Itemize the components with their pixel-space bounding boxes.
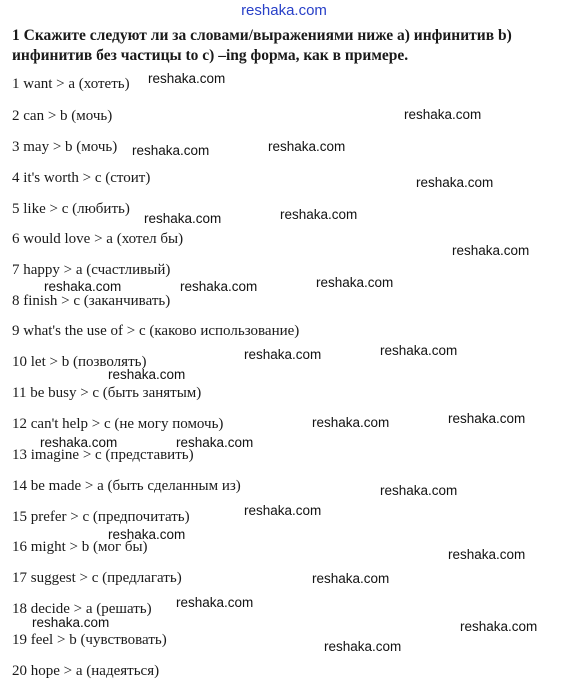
watermark: reshaka.com (144, 211, 222, 226)
watermark: reshaka.com (280, 207, 358, 222)
watermark: reshaka.com (268, 139, 346, 154)
list-item: 1 want > a (хотеть) (12, 76, 130, 92)
list-item: 19 feel > b (чувствовать) (12, 632, 167, 648)
watermark: reshaka.com (108, 527, 186, 542)
list-item: 6 would love > a (хотел бы) (12, 231, 184, 247)
watermark: reshaka.com (132, 143, 210, 158)
list-item: 8 finish > c (заканчивать) (12, 293, 171, 309)
watermark: reshaka.com (176, 595, 254, 610)
list-item: 3 may > b (мочь) (12, 139, 118, 155)
watermark: reshaka.com (180, 279, 258, 294)
watermark: reshaka.com (312, 415, 390, 430)
watermark: reshaka.com (40, 435, 118, 450)
list-item: 12 can't help > c (не могу помочь) (12, 416, 224, 432)
watermark: reshaka.com (316, 275, 394, 290)
watermark: reshaka.com (324, 639, 402, 654)
watermark: reshaka.com (448, 411, 526, 426)
watermark: reshaka.com (380, 343, 458, 358)
watermark: reshaka.com (148, 71, 226, 86)
watermark: reshaka.com (404, 107, 482, 122)
list-item: 5 like > c (любить) (12, 201, 130, 217)
list-item: 17 suggest > c (предлагать) (12, 570, 182, 586)
watermark: reshaka.com (244, 503, 322, 518)
list-item: 7 happy > a (счастливый) (12, 262, 171, 278)
watermark: reshaka.com (108, 367, 186, 382)
watermark: reshaka.com (244, 347, 322, 362)
list-item: 16 might > b (мог бы) (12, 539, 148, 555)
list-item: 11 be busy > c (быть занятым) (12, 385, 202, 401)
list-item: 4 it's worth > c (стоит) (12, 170, 151, 186)
watermark: reshaka.com (416, 175, 494, 190)
watermark: reshaka.com (32, 615, 110, 630)
list-item: 15 prefer > c (предпочитать) (12, 509, 190, 525)
watermark: reshaka.com (44, 279, 122, 294)
watermark: reshaka.com (380, 483, 458, 498)
list-item: 9 what's the use of > c (каково использование) (12, 323, 300, 339)
site-header: reshaka.com (241, 2, 327, 19)
list-item: 10 let > b (позволять) (12, 354, 147, 370)
watermark: reshaka.com (448, 547, 526, 562)
list-item: 20 hope > a (надеяться) (12, 663, 160, 679)
list-item: 14 be made > a (быть сделанным из) (12, 478, 241, 494)
list-item: 13 imagine > c (представить) (12, 447, 194, 463)
watermark: reshaka.com (452, 243, 530, 258)
list-item: 2 can > b (мочь) (12, 108, 113, 124)
exercise-title: 1 Скажите следуют ли за словами/выражениями ниже a) инфинитив b) инфинитив без частицы to c) –ing форма, как в примере. (12, 27, 512, 64)
watermark: reshaka.com (460, 619, 538, 634)
watermark: reshaka.com (176, 435, 254, 450)
list-item: 18 decide > a (решать) (12, 601, 152, 617)
watermark: reshaka.com (312, 571, 390, 586)
